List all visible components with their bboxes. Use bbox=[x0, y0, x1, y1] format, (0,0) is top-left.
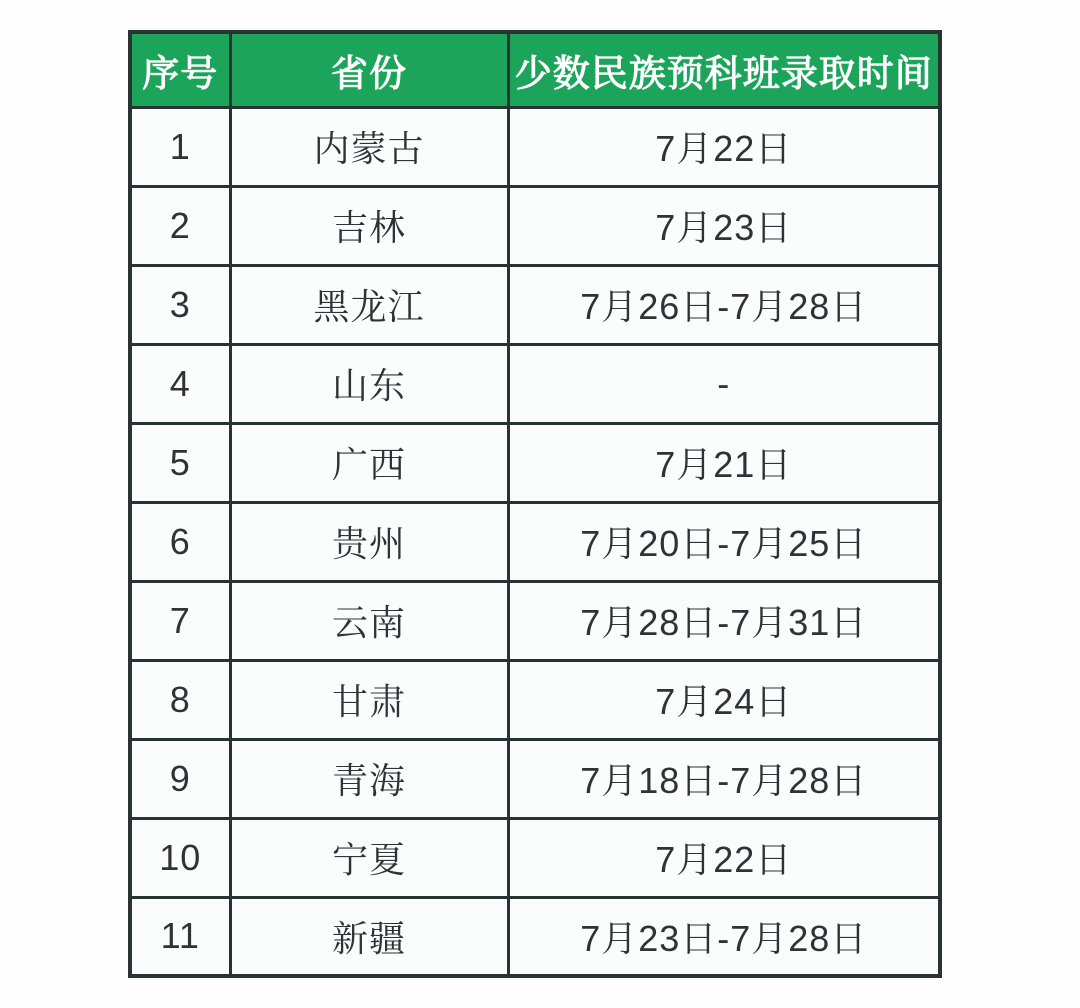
row-number-cell: 5 bbox=[130, 423, 230, 502]
province-cell: 贵州 bbox=[230, 502, 508, 581]
table-row bbox=[130, 265, 940, 344]
row-number-cell: 6 bbox=[130, 502, 230, 581]
admission-table bbox=[128, 30, 942, 978]
row-number-cell: 8 bbox=[130, 660, 230, 739]
province-cell: 黑龙江 bbox=[230, 265, 508, 344]
row-number-cell: 3 bbox=[130, 265, 230, 344]
table-row bbox=[130, 739, 940, 818]
header-row bbox=[130, 32, 940, 107]
admission-time-cell: 7月23日-7月28日 bbox=[508, 897, 940, 976]
province-cell: 青海 bbox=[230, 739, 508, 818]
province-cell: 内蒙古 bbox=[230, 107, 508, 186]
table-row bbox=[130, 423, 940, 502]
admission-time-cell: 7月21日 bbox=[508, 423, 940, 502]
admission-time-cell: 7月24日 bbox=[508, 660, 940, 739]
table-row bbox=[130, 581, 940, 660]
admission-time-cell: - bbox=[508, 344, 940, 423]
province-cell: 广西 bbox=[230, 423, 508, 502]
admission-time-cell: 7月23日 bbox=[508, 186, 940, 265]
table-row bbox=[130, 897, 940, 976]
table-row bbox=[130, 660, 940, 739]
table-row bbox=[130, 107, 940, 186]
row-number-cell: 4 bbox=[130, 344, 230, 423]
row-number-cell: 7 bbox=[130, 581, 230, 660]
row-number-cell: 9 bbox=[130, 739, 230, 818]
table-row bbox=[130, 502, 940, 581]
province-cell: 吉林 bbox=[230, 186, 508, 265]
province-cell: 新疆 bbox=[230, 897, 508, 976]
province-cell: 宁夏 bbox=[230, 818, 508, 897]
header-cell-admission-time: 少数民族预科班录取时间 bbox=[508, 32, 940, 107]
row-number-cell: 11 bbox=[130, 897, 230, 976]
header-cell-province: 省份 bbox=[230, 32, 508, 107]
row-number-cell: 10 bbox=[130, 818, 230, 897]
admission-time-cell: 7月26日-7月28日 bbox=[508, 265, 940, 344]
header-cell-serial-number: 序号 bbox=[130, 32, 230, 107]
admission-table-container bbox=[128, 30, 942, 978]
admission-time-cell: 7月22日 bbox=[508, 818, 940, 897]
province-cell: 云南 bbox=[230, 581, 508, 660]
table-row bbox=[130, 344, 940, 423]
table-body bbox=[130, 107, 940, 976]
admission-time-cell: 7月28日-7月31日 bbox=[508, 581, 940, 660]
table-row bbox=[130, 818, 940, 897]
province-cell: 甘肃 bbox=[230, 660, 508, 739]
row-number-cell: 2 bbox=[130, 186, 230, 265]
province-cell: 山东 bbox=[230, 344, 508, 423]
table-header bbox=[130, 32, 940, 107]
admission-time-cell: 7月20日-7月25日 bbox=[508, 502, 940, 581]
table-row bbox=[130, 186, 940, 265]
admission-time-cell: 7月22日 bbox=[508, 107, 940, 186]
admission-time-cell: 7月18日-7月28日 bbox=[508, 739, 940, 818]
row-number-cell: 1 bbox=[130, 107, 230, 186]
